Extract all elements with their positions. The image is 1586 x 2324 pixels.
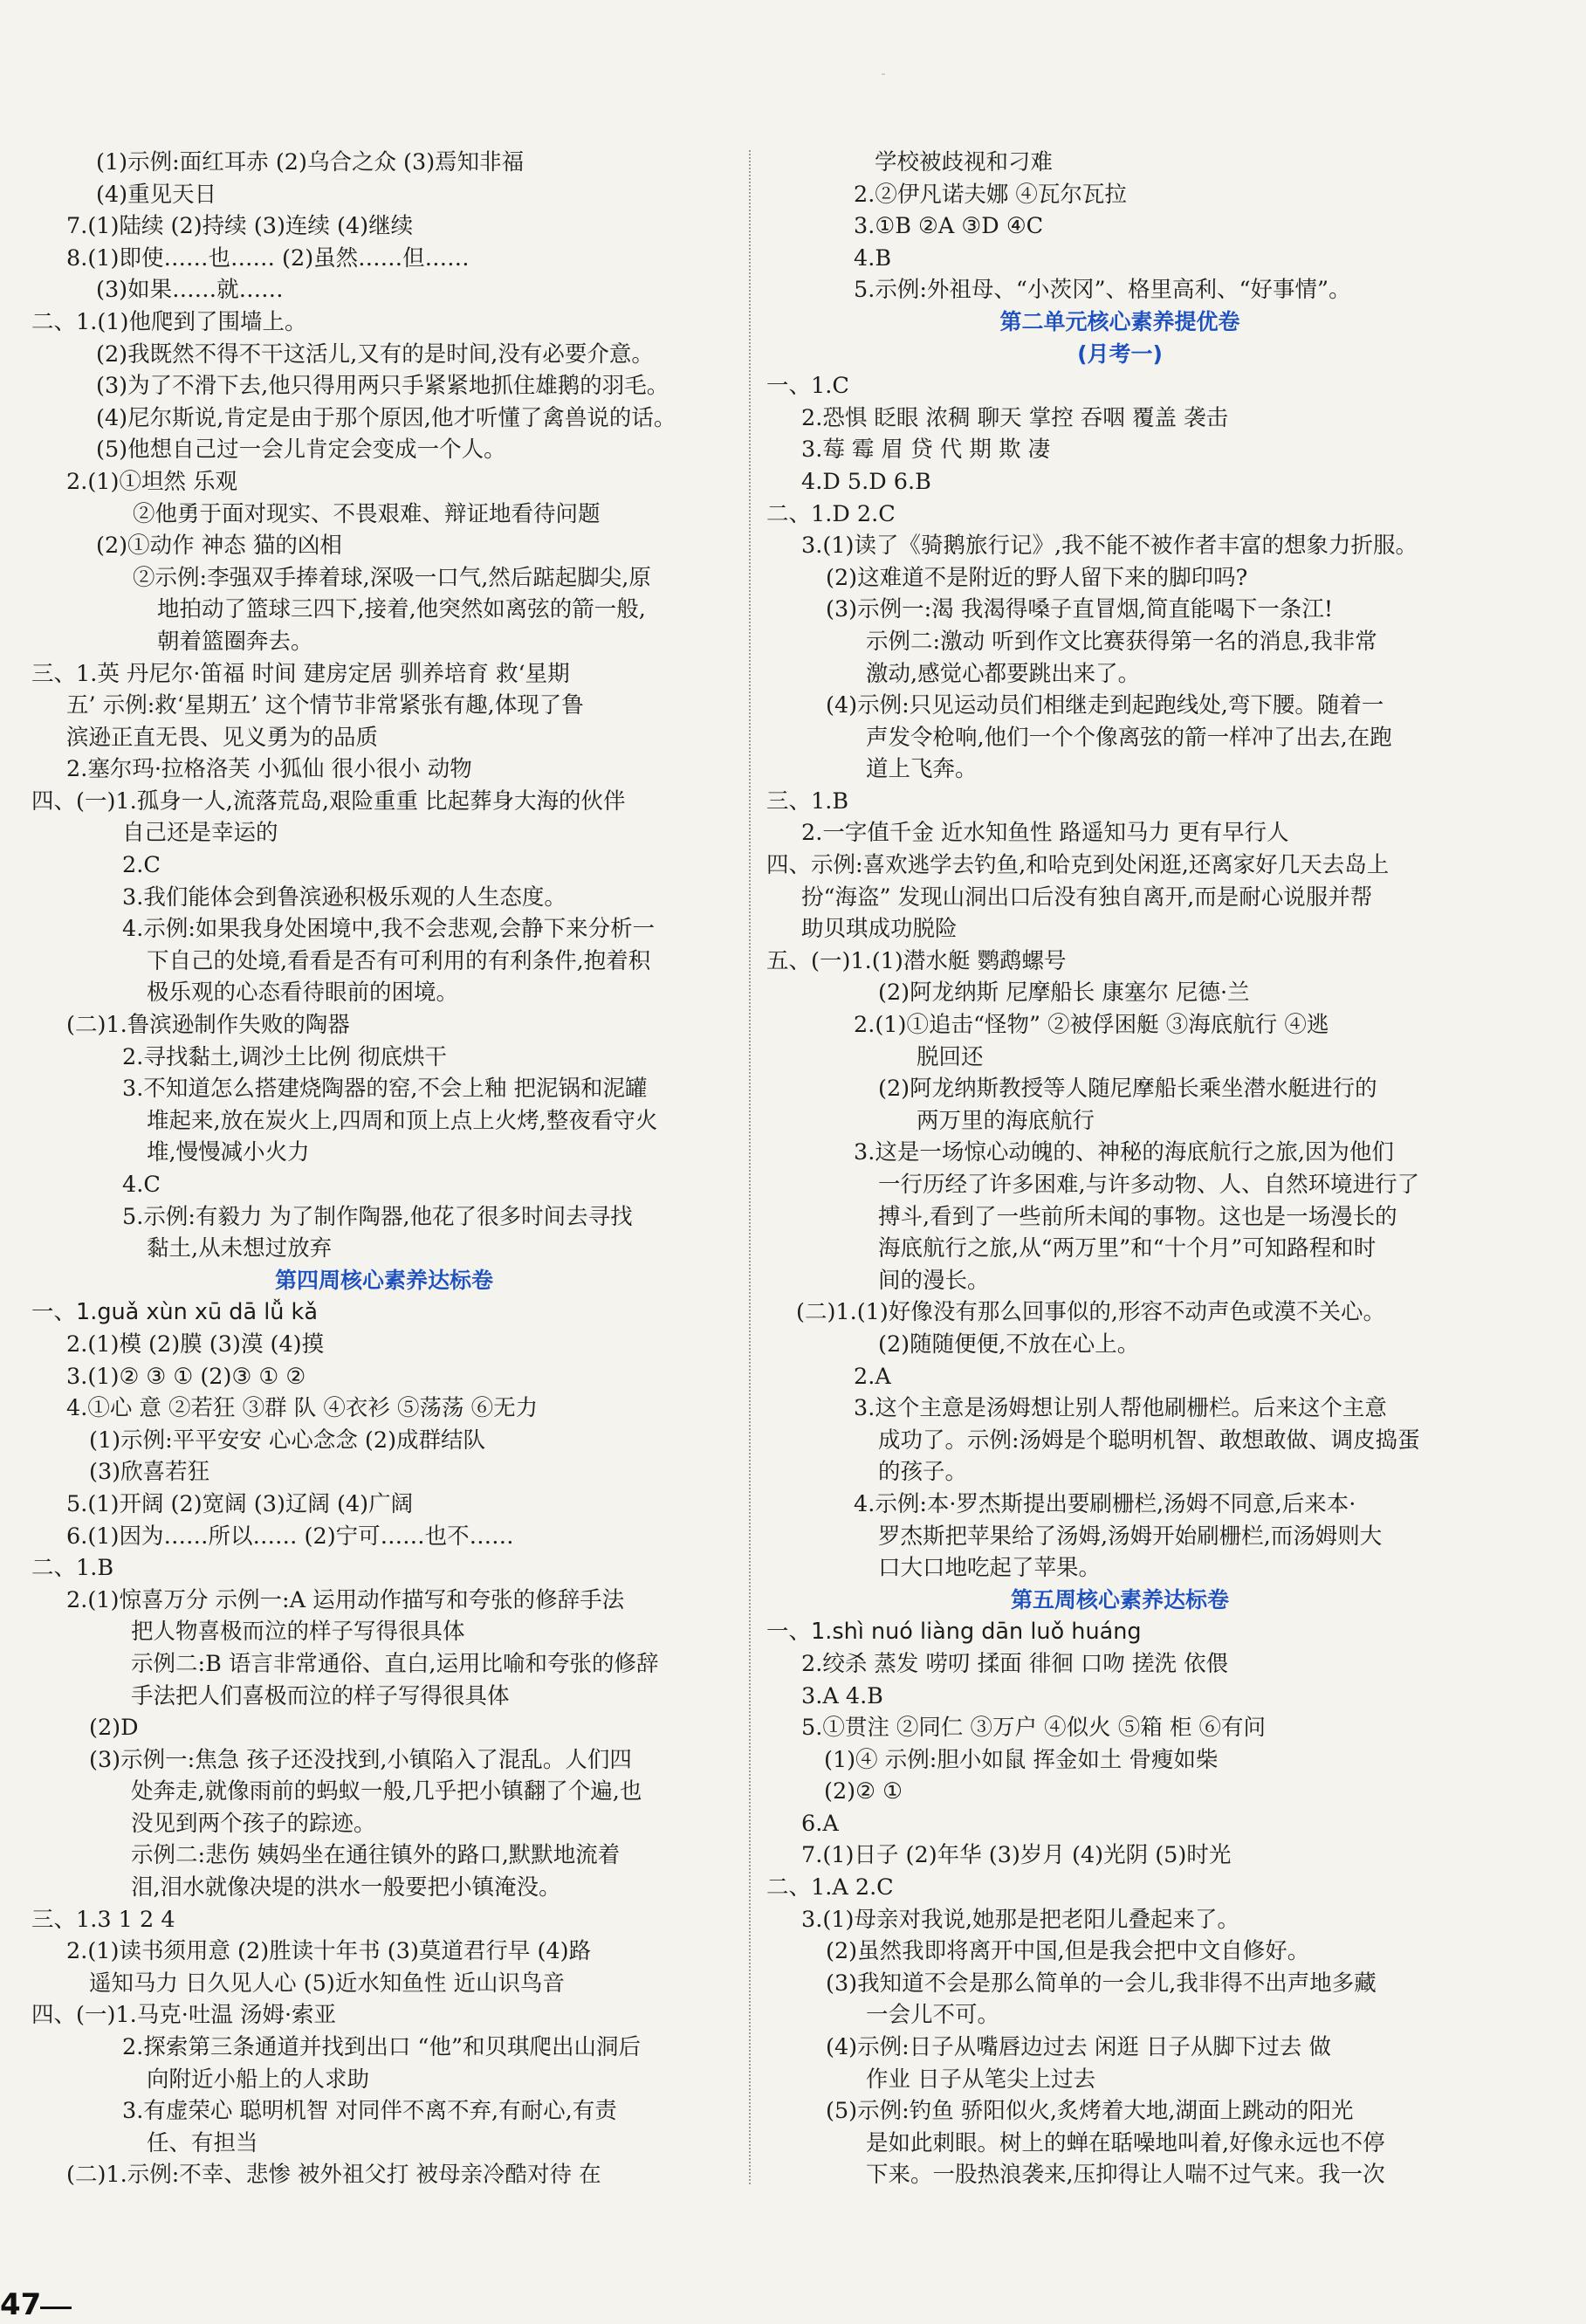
answer-line: (5)他想自己过一会儿肯定会变成一个人。 <box>96 437 506 464</box>
answer-line: 4.示例:本·罗杰斯提出要刷栅栏,汤姆不同意,后来本· <box>854 1490 1356 1517</box>
answer-line: 黏土,从未想过放弃 <box>147 1235 333 1262</box>
answer-line: 5.示例:有毅力 为了制作陶器,他花了很多时间去寻找 <box>122 1203 633 1230</box>
answer-line: 海底航行之旅,从“两万里”和“十个月”可知路程和时 <box>878 1235 1377 1262</box>
answer-line: 5.(1)开阔 (2)宽阔 (3)辽阔 (4)广阔 <box>66 1490 414 1517</box>
answer-line: 3.(1)② ③ ① (2)③ ① ② <box>66 1363 306 1390</box>
answer-line: (2)①动作 神态 猫的凶相 <box>96 533 342 560</box>
answer-line: 处奔走,就像雨前的蚂蚁一般,几乎把小镇翻了个遍,也 <box>131 1778 642 1805</box>
answer-line: 2.(1)①追击“怪物” ②被俘困艇 ③海底航行 ④逃 <box>854 1012 1329 1039</box>
answer-line: (2)② ① <box>824 1778 903 1805</box>
answer-line: 示例二:B 语言非常通俗、直白,运用比喻和夸张的修辞 <box>131 1650 659 1677</box>
answer-line: 扮“海盗” 发现山洞出口后没有独自离开,而是耐心说服并帮 <box>801 884 1373 911</box>
answer-line: (4)尼尔斯说,肯定是由于那个原因,他才听懂了禽兽说的话。 <box>96 404 676 431</box>
answer-line: 把人物喜极而泣的样子写得很具体 <box>131 1619 465 1646</box>
answer-line: (1)④ 示例:胆小如鼠 挥金如土 骨瘦如柴 <box>824 1746 1219 1773</box>
answer-line: (2)阿龙纳斯 尼摩船长 康塞尔 尼德·兰 <box>878 980 1250 1007</box>
answer-line: 2.(1)①坦然 乐观 <box>66 468 238 495</box>
answer-line: (4)示例:只见运动员们相继走到起跑线处,弯下腰。随着一 <box>826 692 1384 719</box>
answer-line: (2)虽然我即将离开中国,但是我会把中文自修好。 <box>826 1938 1310 1965</box>
answer-line: 2.恐惧 眨眼 浓稠 聊天 掌控 吞咽 覆盖 袭击 <box>801 404 1229 431</box>
answer-line: 搏斗,看到了一些前所未闻的事物。这也是一场漫长的 <box>878 1203 1397 1230</box>
page-number-rule <box>40 2307 72 2309</box>
answer-line: 下来。一股热浪袭来,压抑得让人喘不过气来。我一次 <box>866 2162 1385 2189</box>
answer-line: 一、1.shì nuó liàng dān luǒ huáng <box>766 1619 1142 1646</box>
answer-line: 地拍动了篮球三四下,接着,他突然如离弦的箭一般, <box>157 596 646 623</box>
answer-line: 声发令枪响,他们一个个像离弦的箭一样冲了出去,在跑 <box>866 724 1392 751</box>
answer-line: 7.(1)陆续 (2)持续 (3)连续 (4)继续 <box>66 213 414 240</box>
answer-line: 8.(1)即使……也…… (2)虽然……但…… <box>66 244 470 272</box>
answer-line: 堆,慢慢减小火力 <box>147 1139 310 1166</box>
top-dot <box>882 73 885 75</box>
answer-line: 3.有虚荣心 聪明机智 对同伴不离不弃,有耐心,有责 <box>122 2098 617 2125</box>
right-column <box>766 147 1473 2191</box>
answer-line: 一行历经了许多困难,与许多动物、人、自然环境进行了 <box>878 1172 1420 1198</box>
answer-line: 一、1.C <box>766 373 849 400</box>
answer-line: 2.一字值千金 近水知鱼性 路遥知马力 更有早行人 <box>801 820 1289 847</box>
answer-line: (4)重见天日 <box>96 181 217 208</box>
answer-line: 2.C <box>122 852 161 879</box>
answer-line: 四、(一)1.马克·吐温 汤姆·索亚 <box>31 2002 337 2029</box>
answer-line: (2)随随便便,不放在心上。 <box>878 1330 1140 1358</box>
answer-line: 一、1.guǎ xùn xū dā lǚ kǎ <box>31 1299 318 1326</box>
answer-line: (二)1.鲁滨逊制作失败的陶器 <box>66 1012 350 1039</box>
answer-line: 极乐观的心态看待眼前的困境。 <box>147 980 459 1007</box>
answer-line: 4.示例:如果我身处困境中,我不会悲观,会静下来分析一 <box>122 916 656 943</box>
answer-line: 二、1.D 2.C <box>766 500 896 527</box>
answer-line: 四、示例:喜欢逃学去钓鱼,和哈克到处闲逛,还离家好几天去岛上 <box>766 852 1390 879</box>
answer-line: 朝着篮圈奔去。 <box>157 628 313 655</box>
answer-line: 3.这个主意是汤姆想让别人帮他刷栅栏。后来这个主意 <box>854 1395 1387 1422</box>
answer-line: 激动,感觉心都要跳出来了。 <box>866 660 1141 687</box>
answer-line: 下自己的处境,看看是否有可利用的有利条件,抱着积 <box>147 947 651 974</box>
answer-line: 一会儿不可。 <box>866 2002 1000 2029</box>
answer-line: 4.①心 意 ②若狂 ③群 队 ④衣衫 ⑤荡荡 ⑥无力 <box>66 1395 539 1422</box>
answer-line: 两万里的海底航行 <box>917 1107 1095 1134</box>
answer-line: (3)示例一:渴 我渴得嗓子直冒烟,简直能喝下一条江! <box>826 596 1334 623</box>
answer-line: 二、1.B <box>31 1555 114 1582</box>
answer-line: 4.B <box>854 244 892 272</box>
answer-line: 3.(1)读了《骑鹅旅行记》,我不能不被作者丰富的想象力折服。 <box>801 533 1418 560</box>
answer-line: 间的漫长。 <box>878 1267 990 1294</box>
page-number: 47 <box>0 2287 42 2322</box>
left-column <box>31 147 737 2191</box>
answer-line: 2.A <box>854 1363 891 1390</box>
answer-line: 自己还是幸运的 <box>122 820 278 847</box>
answer-line: 2.(1)惊喜万分 示例一:A 运用动作描写和夸张的修辞手法 <box>66 1586 625 1613</box>
answer-line: 遥知马力 日久见人心 (5)近水知鱼性 近山识鸟音 <box>89 1970 565 1997</box>
answer-line: 是如此刺眼。树上的蝉在聒噪地叫着,好像永远也不停 <box>866 2129 1385 2156</box>
answer-line: (5)示例:钓鱼 骄阳似火,炙烤着大地,湖面上跳动的阳光 <box>826 2098 1354 2125</box>
answer-line: ②他勇于面对现实、不畏艰难、辩证地看待问题 <box>133 500 601 527</box>
answer-line: 五、(一)1.(1)潜水艇 鹦鹉螺号 <box>766 947 1067 974</box>
answer-line: 的孩子。 <box>878 1459 968 1486</box>
answer-line: 2.绞杀 蒸发 唠叨 揉面 徘徊 口吻 搓洗 依偎 <box>801 1650 1229 1677</box>
answer-line: 作业 日子从笔尖上过去 <box>866 2066 1096 2093</box>
answer-line: 2.寻找黏土,调沙土比例 彻底烘干 <box>122 1043 448 1070</box>
answer-line: 道上飞奔。 <box>866 756 978 783</box>
answer-line: (2)阿龙纳斯教授等人随尼摩船长乘坐潜水艇进行的 <box>878 1076 1377 1103</box>
answer-line: 三、1.3 1 2 4 <box>31 1906 175 1933</box>
answer-line: (3)欣喜若狂 <box>89 1459 210 1486</box>
answer-line: 任、有担当 <box>147 2129 258 2156</box>
column-divider <box>749 150 751 2184</box>
answer-line: 向附近小船上的人求助 <box>147 2066 370 2093</box>
section-title: (月考一) <box>1077 340 1163 367</box>
answer-line: 泪,泪水就像决堤的洪水一般要把小镇淹没。 <box>131 1874 561 1901</box>
answer-line: 堆起来,放在炭火上,四周和顶上点上火烤,整夜看守火 <box>147 1107 658 1134</box>
answer-line: (2)这难道不是附近的野人留下来的脚印吗? <box>826 564 1248 591</box>
answer-line: 7.(1)日子 (2)年华 (3)岁月 (4)光阴 (5)时光 <box>801 1842 1232 1869</box>
answer-line: 6.(1)因为……所以…… (2)宁可……也不…… <box>66 1523 514 1550</box>
section-title: 第二单元核心素养提优卷 <box>999 308 1240 334</box>
answer-line: 4.C <box>122 1172 161 1198</box>
answer-line: (二)1.(1)好像没有那么回事似的,形容不动声色或漠不关心。 <box>796 1299 1385 1326</box>
answer-line: 5.①贯注 ②同仁 ③万户 ④似火 ⑤箱 柜 ⑥有问 <box>801 1715 1266 1742</box>
answer-line: 滨逊正直无畏、见义勇为的品质 <box>66 724 379 751</box>
section-title: 第五周核心素养达标卷 <box>1010 1586 1229 1612</box>
answer-line: (3)示例一:焦急 孩子还没找到,小镇陷入了混乱。人们四 <box>89 1746 632 1773</box>
answer-line: 二、1.A 2.C <box>766 1874 894 1901</box>
section-title: 第四周核心素养达标卷 <box>274 1267 493 1293</box>
answer-line: 罗杰斯把苹果给了汤姆,汤姆开始刷栅栏,而汤姆则大 <box>878 1523 1383 1550</box>
answer-line: (4)示例:日子从嘴唇边过去 闲逛 日子从脚下过去 做 <box>826 2034 1332 2061</box>
answer-line: (2)我既然不得不干这活儿,又有的是时间,没有必要介意。 <box>96 340 654 368</box>
answer-line: 5.示例:外祖母、“小茨冈”、格里高利、“好事情”。 <box>854 277 1351 304</box>
answer-line: (3)如果……就…… <box>96 277 284 304</box>
answer-line: 没见到两个孩子的踪迹。 <box>131 1810 376 1837</box>
answer-line: 示例二:激动 听到作文比赛获得第一名的消息,我非常 <box>866 628 1377 655</box>
answer-line: 3.(1)母亲对我说,她那是把老阳儿叠起来了。 <box>801 1906 1240 1933</box>
answer-line: 五’ 示例:救‘星期五’ 这个情节非常紧张有趣,体现了鲁 <box>66 692 584 719</box>
answer-line: 脱回还 <box>917 1043 984 1070</box>
answer-line: 助贝琪成功脱险 <box>801 916 958 943</box>
answer-line: 口大口地吃起了苹果。 <box>878 1555 1102 1582</box>
answer-line: (二)1.示例:不幸、悲惨 被外祖父打 被母亲冷酷对待 在 <box>66 2162 601 2189</box>
answer-line: 3.不知道怎么搭建烧陶器的窑,不会上釉 把泥锅和泥罐 <box>122 1076 648 1103</box>
answer-line: (1)示例:平平安安 心心念念 (2)成群结队 <box>89 1427 486 1454</box>
answer-line: 2.②伊凡诺夫娜 ④瓦尔瓦拉 <box>854 181 1127 208</box>
answer-line: 成功了。示例:汤姆是个聪明机智、敢想敢做、调皮捣蛋 <box>878 1427 1420 1454</box>
answer-line: 2.(1)模 (2)膜 (3)漠 (4)摸 <box>66 1330 325 1358</box>
answer-line: 3.A 4.B <box>801 1682 883 1709</box>
answer-line: (1)示例:面红耳赤 (2)乌合之众 (3)焉知非福 <box>96 149 525 175</box>
answer-line: ②示例:李强双手捧着球,深吸一口气,然后踮起脚尖,原 <box>133 564 651 591</box>
answer-line: 2.探索第三条通道并找到出口 “他”和贝琪爬出山洞后 <box>122 2034 642 2061</box>
answer-line: 2.(1)读书须用意 (2)胜读十年书 (3)莫道君行早 (4)路 <box>66 1938 592 1965</box>
answer-line: 2.塞尔玛·拉格洛芙 小狐仙 很小很小 动物 <box>66 756 472 783</box>
answer-line: 学校被歧视和刁难 <box>875 149 1054 175</box>
answer-line: 三、1.英 丹尼尔·笛福 时间 建房定居 驯养培育 救‘星期 <box>31 660 570 687</box>
answer-line: (2)D <box>89 1715 139 1742</box>
answer-line: 3.莓 霉 眉 贷 代 期 欺 凄 <box>801 437 1051 464</box>
answer-line: 示例二:悲伤 姨妈坐在通往镇外的路口,默默地流着 <box>131 1842 621 1869</box>
answer-line: (3)我知道不会是那么简单的一会儿,我非得不出声地多藏 <box>826 1970 1377 1997</box>
answer-line: 二、1.(1)他爬到了围墙上。 <box>31 308 307 335</box>
answer-line: 3.这是一场惊心动魄的、神秘的海底航行之旅,因为他们 <box>854 1139 1394 1166</box>
answer-line: 手法把人们喜极而泣的样子写得很具体 <box>131 1682 510 1709</box>
answer-line: 四、(一)1.孤身一人,流落荒岛,艰险重重 比起葬身大海的伙伴 <box>31 787 626 815</box>
answer-line: 3.我们能体会到鲁滨逊积极乐观的人生态度。 <box>122 884 566 911</box>
answer-line: 4.D 5.D 6.B <box>801 468 931 495</box>
answer-line: 三、1.B <box>766 787 849 815</box>
answer-line: 6.A <box>801 1810 839 1837</box>
answer-line: 3.①B ②A ③D ④C <box>854 213 1044 240</box>
answer-line: (3)为了不滑下去,他只得用两只手紧紧地抓住雄鹅的羽毛。 <box>96 373 669 400</box>
